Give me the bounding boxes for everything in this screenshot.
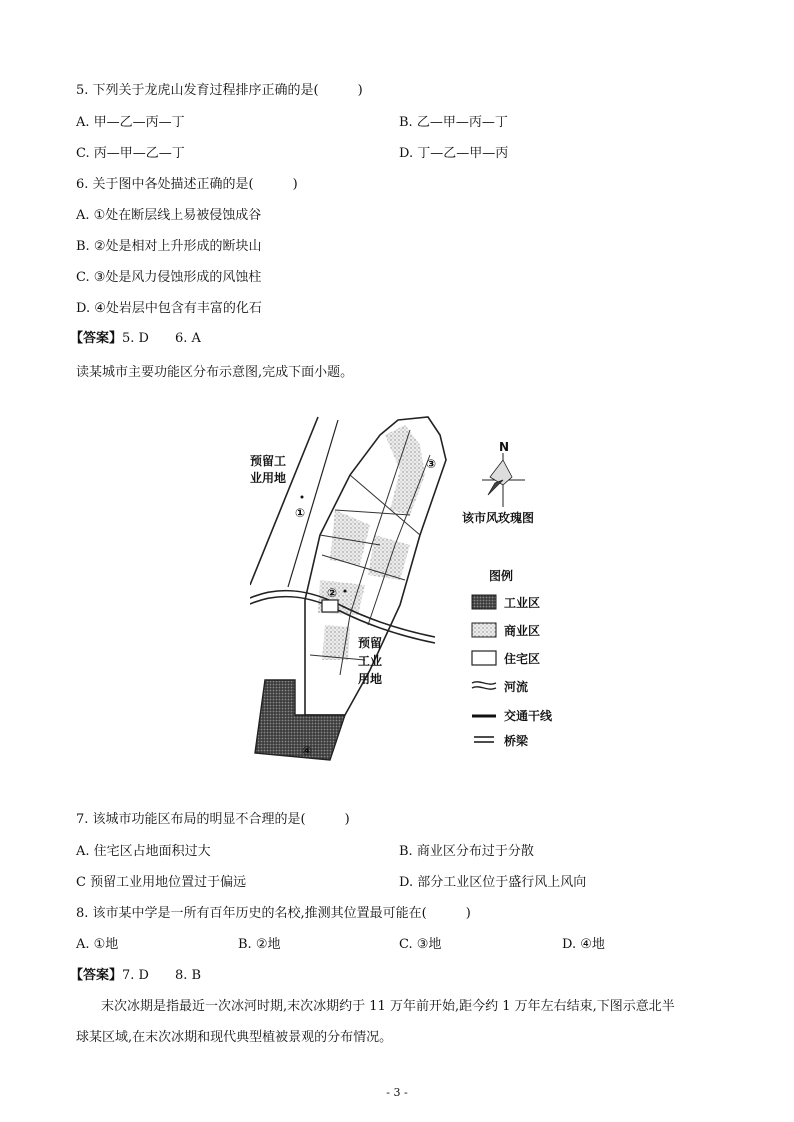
marker-2: ②	[327, 586, 338, 600]
q6-option-b: B. ②处是相对上升形成的断块山	[76, 239, 262, 254]
q7-option-d: D. 部分工业区位于盛行风上风向	[399, 875, 587, 890]
q8-option-b: B. ②地	[238, 937, 281, 952]
page-number: - 3 -	[386, 1086, 408, 1099]
q8-option-c: C. ③地	[399, 937, 442, 952]
legend-river: 河流	[504, 680, 529, 694]
q7-option-b: B. 商业区分布过于分散	[399, 844, 534, 859]
legend-swatch-industrial	[472, 595, 496, 609]
legend-swatch-residential	[472, 651, 496, 665]
q8-stem: 8. 该市某中学是一所有百年历史的名校,推测其位置最可能在( )	[76, 906, 471, 921]
boundary-road-west	[250, 417, 318, 585]
marker-3: ③	[426, 457, 437, 471]
q5-option-d: D. 丁—乙—甲—丙	[399, 146, 509, 161]
label-reserved-industry-1: 预留工	[250, 454, 287, 468]
q5-option-c: C. 丙—甲—乙—丁	[76, 146, 185, 161]
legend-title: 图例	[489, 569, 514, 583]
q6-option-d: D. ④处岩层中包含有丰富的化石	[76, 301, 262, 316]
marker-2-dot	[344, 590, 347, 593]
legend	[472, 595, 553, 748]
answer-label: 【答案】	[70, 331, 123, 346]
q8-option-a: A. ①地	[76, 937, 119, 952]
answer-text: 7. D 8. B	[122, 968, 202, 983]
q7-option-c: C 预留工业用地位置过于偏远	[76, 875, 247, 890]
answer-label: 【答案】	[70, 968, 123, 983]
q7-stem: 7. 该城市功能区布局的明显不合理的是( )	[76, 812, 350, 827]
label-reserved-mid-2: 工业	[358, 654, 383, 668]
answer-block-2	[70, 967, 201, 985]
legend-residential: 住宅区	[504, 652, 541, 666]
map-intro: 读某城市主要功能区分布示意图,完成下面小题。	[76, 365, 354, 380]
marker-1-dot	[301, 496, 304, 499]
north-label: N	[499, 440, 510, 454]
q5-option-b: B. 乙—甲—丙—丁	[399, 115, 508, 130]
label-reserved-industry-2: 业用地	[250, 471, 287, 485]
marker-1: ①	[295, 506, 306, 520]
city-function-map	[250, 415, 560, 765]
paragraph-line-2: 球某区域,在末次冰期和现代典型植被景观的分布情况。	[76, 1030, 393, 1045]
wind-rose-caption: 该市风玫瑰图	[462, 511, 535, 525]
label-reserved-mid-1: 预留	[358, 636, 383, 650]
q6-stem: 6. 关于图中各处描述正确的是( )	[76, 177, 298, 192]
q5-option-a: A. 甲—乙—丙—丁	[76, 115, 185, 130]
q5-stem: 5. 下列关于龙虎山发育过程排序正确的是( )	[76, 83, 363, 98]
bridge	[322, 600, 338, 612]
legend-commercial: 商业区	[504, 624, 541, 638]
legend-swatch-commercial	[472, 623, 496, 637]
answer-block-1	[70, 330, 201, 348]
q8-option-d: D. ④地	[562, 937, 605, 952]
legend-road: 交通干线	[504, 709, 553, 723]
marker-4: ④	[302, 744, 313, 758]
legend-industrial: 工业区	[504, 596, 541, 610]
q6-option-a: A. ①处在断层线上易被侵蚀成谷	[76, 208, 262, 223]
label-reserved-mid-3: 用地	[358, 672, 383, 686]
q6-option-c: C. ③处是风力侵蚀形成的风蚀柱	[76, 270, 262, 285]
q7-option-a: A. 住宅区占地面积过大	[76, 844, 211, 859]
answer-text: 5. D 6. A	[122, 331, 201, 346]
legend-bridge: 桥梁	[504, 734, 529, 748]
wind-rose	[482, 440, 525, 507]
paragraph-line-1: 末次冰期是指最近一次冰河时期,末次冰期约于 11 万年前开始,距今约 1 万年左右结束,下图示意北半	[101, 999, 675, 1014]
